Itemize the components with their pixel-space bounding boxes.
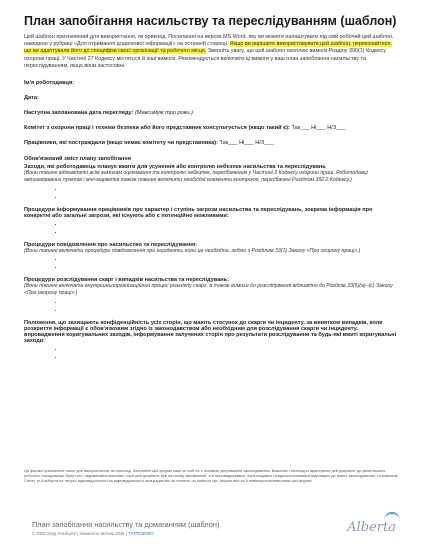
copyright-text: © 2025 Уряд Альберти | Змінено:ю квітень 2025 | <box>32 531 129 536</box>
section-title: Процедури повідомлення про насильство та переслідування: <box>24 241 198 248</box>
list-item[interactable] <box>64 307 398 315</box>
section-informing-workers <box>24 207 398 237</box>
bullet-list <box>24 256 398 272</box>
employer-label: Ім'я роботодавця: <box>24 80 75 87</box>
list-item[interactable] <box>64 229 398 237</box>
next-review-hint: (Максимум три роки.) <box>135 110 193 117</box>
footer-title: План запобігання насильству та домаганням (шаблон) <box>32 520 220 529</box>
section-confidentiality <box>24 320 398 362</box>
list-item[interactable] <box>64 264 398 272</box>
next-review-field <box>24 110 398 116</box>
mandatory-content-label: Обов'язковий зміст плану запобігання <box>24 156 131 163</box>
page-footer <box>32 520 398 536</box>
license-link[interactable]: ТАТПОЗОЕО <box>128 531 154 536</box>
intro-text-end: Зверніть увагу, що цей шаблон охоплює вимоги Розділу 390(1) Кодексу охорони праці. У Частині 27 Кодексу містяться й інші вимоги. Рекомендується включати ці вимоги у ваш план запобігання насильству та переслідуванням, якщо вони застосовні. <box>24 48 387 69</box>
list-item[interactable] <box>64 221 398 229</box>
workers-field <box>24 140 398 146</box>
section-description: (Вони повинні включати внутрішньоорганізаційний процес розгляду скарг, а також вимоги до розслідування відповідно до Розділів 33(6)(a)–(c) Закону «Про охорону праці».) <box>24 283 393 297</box>
disclaimer-footnote: Ця форма призначена лише для використання, як приклад. Заповнені цієї форми самі по собі не є основою дотримання законодавства. Важливо і необхідно адаптувати цей документ до умов вашого робочого середовища. Крім того, надзвичайно важливо, щоб цей документ був на ньому заповнений, а й впроваджувався, переглядався та вдосконалювався відповідно до вимог законодавства. Ні компанія Сплат, ні Альберта не несуть відповідальності за відповідальності працездатних за точність чи повноту цієї форми або за її невикористанням вами цієї форми. <box>24 468 398 484</box>
list-item[interactable] <box>64 299 398 307</box>
footer-copyright <box>32 531 398 536</box>
section-hazard-controls <box>24 164 398 202</box>
section-investigation <box>24 277 398 315</box>
list-item[interactable] <box>64 256 398 264</box>
bullet-list <box>24 221 398 237</box>
next-review-label: Наступна запланована дата перегляду: <box>24 110 134 117</box>
list-item[interactable] <box>64 186 398 194</box>
section-title: Положення, що захищають конфіденційність усіх сторін, що мають стосунок до скарги чи інциденту, за винятком випадків, коли розкриття інформації є обов'язковим згідно із законодавством або необхідним для розслідування скарги чи інциденту, впровадження коригувальних заходів, інформування залучених сторін про результати розслідування та будь-які вжиті коригувальні заходи: <box>24 320 397 344</box>
bullet-list <box>24 346 398 362</box>
intro-text: Цей шаблон призначений для використання, як приклад. Посилання на версію MS Word, яку ви можете налаштувати під свій робочий цей шаблон, наведено у рубриці «Для отримання додаткової інформації» на останній сторінці. <box>24 34 394 48</box>
bullet-list <box>24 186 398 202</box>
workers-options[interactable]: Так___ Ні___ Н/З___ <box>219 140 274 147</box>
section-reporting <box>24 242 398 273</box>
bullet-list <box>24 299 398 315</box>
section-description: (Вони повинні включати процедури повідомлення про інциденти, коли це необхідно, згідно з Розділом 33(1) Закону «Про охорону праці».) <box>24 247 361 254</box>
section-title: Процедури розслідування скарг і випадків насильства та переслідувань: <box>24 277 229 284</box>
section-description: (Вони повинні відповідати всім вимогам оцінювання та контролю небезпек, передбаченим у Частині 2 Кодексу охорони праці. Роботодавці автозаправних пунктів і міні-маркетів також повинні включити необхідні елементи контролю, передбачені Розділом 392.2 Кодексу.) <box>24 170 368 183</box>
workers-label: Працівники, які постраждали (якщо немає комітету чи представника): <box>24 140 218 147</box>
list-item[interactable] <box>64 354 398 362</box>
intro-paragraph <box>24 34 398 70</box>
section-title: Заходи, які роботодавець планує вжити для усунення або контролю небезпек насильства та переслідувань <box>24 164 326 171</box>
alberta-logo: Alberta <box>347 520 396 535</box>
intro-highlight: Якщо ви вирішите використовувати цей шаблон, переконайтеся, що ви адаптували його до специфіки своєї організації та робочого місця. <box>24 41 392 55</box>
date-label: Дата: <box>24 95 39 102</box>
document-title: План запобігання насильству та переслідуванням (шаблон) <box>24 14 397 28</box>
committee-options[interactable]: Так___ Ні___ Н/З___ <box>291 125 346 132</box>
committee-field <box>24 125 398 131</box>
list-item[interactable] <box>64 194 398 202</box>
committee-label: Комітет з охорони праці і техніки безпеки або його представник консультується (якщо такий є): <box>24 125 290 132</box>
section-title: Процедури інформування працівників про характер і ступінь загрози насильства та переслідувань, зокрема інформація про конкретні або загальні загрози, які існують або є потенційно можливими: <box>24 206 373 219</box>
list-item[interactable] <box>64 346 398 354</box>
